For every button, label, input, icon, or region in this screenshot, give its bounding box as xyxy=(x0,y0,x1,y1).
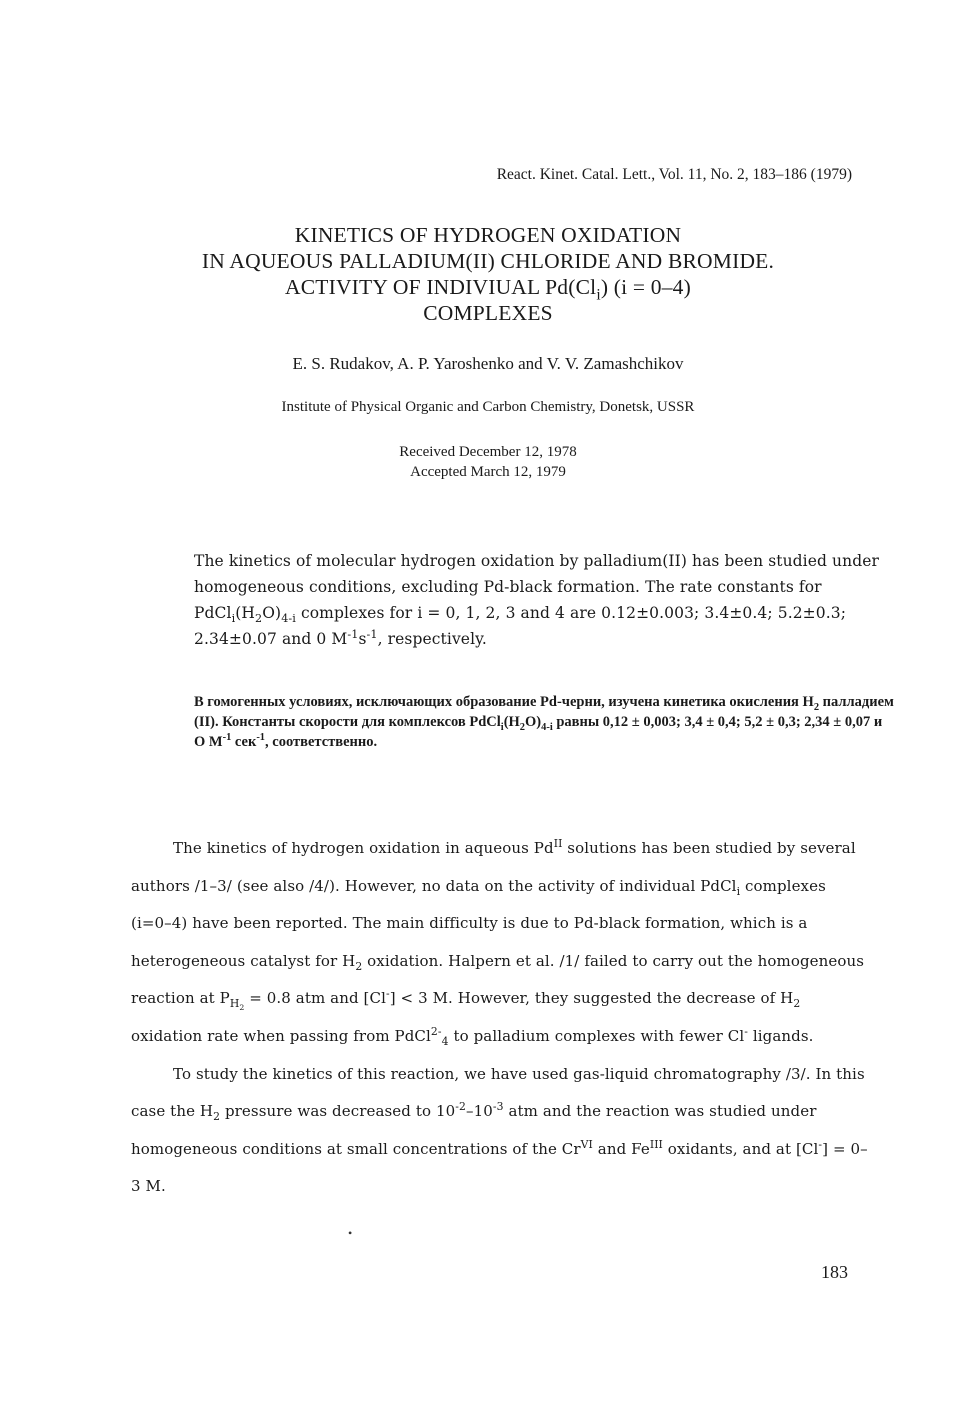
abs-ru-p1: -1 xyxy=(222,732,232,744)
p1-s2: 2 xyxy=(355,959,363,973)
p1-t1: The kinetics of hydrogen oxidation in aqueous Pd xyxy=(173,839,554,857)
p1-t5: = 0.8 atm and [Cl xyxy=(244,989,386,1008)
p1-p1: II xyxy=(553,837,563,850)
abs-ru-t4: O) xyxy=(525,714,542,730)
p2-p2: -3 xyxy=(492,1100,504,1114)
abs-ru-t7: , соответственно. xyxy=(265,734,378,750)
body-text xyxy=(131,830,871,1206)
p2-t4: atm and the reaction was studied under homogeneous conditions at small concentrations of the Cr xyxy=(131,1102,817,1158)
p1-t3: complexes (i=0–4) have been reported. The main difficulty is due to Pd-black formation, which is a heterogeneous catalyst for H xyxy=(131,876,826,970)
abs-en-s3: 4-i xyxy=(281,612,296,626)
affiliation: Institute of Physical Organic and Carbon Chemistry, Donetsk, USSR xyxy=(281,399,695,415)
dates xyxy=(0,442,976,482)
p2-p1: -2 xyxy=(455,1100,466,1114)
abs-en-t6: , respectively. xyxy=(377,630,487,648)
authors: E. S. Rudakov, A. P. Yaroshenko and V. V. Zamashchikov xyxy=(292,354,684,373)
body-paragraph-1 xyxy=(131,830,871,1056)
p2-t3: –10 xyxy=(465,1102,493,1121)
abs-en-p2: -1 xyxy=(366,627,378,641)
abs-ru-t1: В гомогенных условиях, исключающих образование Pd-черни, изучена кинетика окисления H xyxy=(194,694,814,710)
received-date: Received December 12, 1978 xyxy=(399,444,577,460)
abs-en-s2: 2 xyxy=(255,612,263,626)
page-number: 183 xyxy=(821,1262,848,1282)
p2-t5: and Fe xyxy=(592,1139,650,1158)
title-sub-i: i xyxy=(596,286,601,304)
abs-ru-p2: -1 xyxy=(256,732,266,744)
paper-title xyxy=(0,222,976,326)
abs-en-t3: O) xyxy=(262,604,282,622)
p1-t4: oxidation. Halpern et al. /1/ failed to carry out the homogeneous reaction at P xyxy=(131,951,865,1008)
p2-s1: 2 xyxy=(213,1110,221,1124)
p1-s3a: H xyxy=(229,997,240,1011)
p1-s3 xyxy=(229,997,245,1013)
title-line-1: KINETICS OF HYDROGEN OXIDATION xyxy=(294,223,682,247)
title-line-3 xyxy=(0,274,976,304)
abs-en-p1: -1 xyxy=(347,627,359,641)
p2-t1: To study the kinetics of this reaction, we have used gas-liquid chromatography /3/. In this case the H xyxy=(131,1064,865,1121)
p1-t6: ] < 3 M. However, they suggested the decrease of H xyxy=(389,989,794,1008)
p1-t2: solutions has been studied by several authors /1–3/ (see also /4/). However, no data on the activity of individual PdCl xyxy=(131,839,856,895)
p1-s1: i xyxy=(736,884,741,898)
p2-t6: oxidants, and at [Cl xyxy=(662,1139,819,1158)
abs-ru-t5: равны 0,12 ± 0,003; 3,4 ± 0,4; 5,2 ± 0,3; 2,34 ± 0,07 и O M xyxy=(194,714,883,750)
p1-t9: ligands. xyxy=(747,1026,814,1045)
body-paragraph-2 xyxy=(131,1056,871,1206)
title-line-2: IN AQUEOUS PALLADIUM(II) CHLORIDE AND BROMIDE. xyxy=(201,249,775,273)
abstract-english xyxy=(194,548,894,652)
title-line-3-post: ) (i = 0–4) xyxy=(600,275,691,299)
abs-en-t5: s xyxy=(358,630,367,648)
abs-ru-s1: 2 xyxy=(813,701,820,713)
p1-s5: 4 xyxy=(441,1034,449,1048)
abstract-russian xyxy=(194,692,894,752)
p2-t7: ] = 0–3 M. xyxy=(131,1139,868,1196)
title-line-3-pre: ACTIVITY OF INDIVIUAL Pd(Cl xyxy=(284,275,597,299)
abs-en-t2: (H xyxy=(235,604,256,622)
p1-p2: - xyxy=(385,987,390,1001)
abs-ru-t6: сек xyxy=(231,734,257,750)
p2-t2: pressure was decreased to 10 xyxy=(220,1102,456,1121)
p1-p4: - xyxy=(744,1024,748,1038)
p1-s4: 2 xyxy=(793,997,801,1011)
p1-p3: 2- xyxy=(430,1024,442,1038)
abs-en-t4: complexes for i = 0, 1, 2, 3 and 4 are 0.12±0.003; 3.4±0.4; 5.2±0.3; 2.34±0.07 and 0 M xyxy=(194,604,847,648)
p1-s3b: 2 xyxy=(239,1003,245,1013)
abs-en-t1: The kinetics of molecular hydrogen oxidation by palladium(II) has been studied under homogeneous conditions, excluding Pd-black formation. The rate constants for PdCl xyxy=(194,552,880,622)
title-line-4: COMPLEXES xyxy=(423,301,553,325)
abs-ru-s2: i xyxy=(500,721,504,733)
p2-p3: VI xyxy=(580,1137,593,1151)
abs-ru-t3: (H xyxy=(503,714,520,730)
p1-t7: oxidation rate when passing from PdCl xyxy=(131,1026,431,1045)
abs-ru-t2: палладием (II). Константы скорости для комплексов PdCl xyxy=(194,694,894,730)
p2-p5: - xyxy=(818,1137,823,1151)
journal-reference: React. Kinet. Catal. Lett., Vol. 11, No. 2, 183–186 (1979) xyxy=(496,166,852,183)
accepted-date: Accepted March 12, 1979 xyxy=(410,464,566,480)
abs-ru-s4: 4-i xyxy=(541,721,553,733)
ink-speck-mark: • xyxy=(348,1226,353,1240)
abs-en-s1: i xyxy=(231,612,236,626)
p2-p4: III xyxy=(649,1137,663,1151)
abs-ru-s3: 2 xyxy=(519,721,526,733)
p1-t8: to palladium complexes with fewer Cl xyxy=(448,1026,745,1045)
